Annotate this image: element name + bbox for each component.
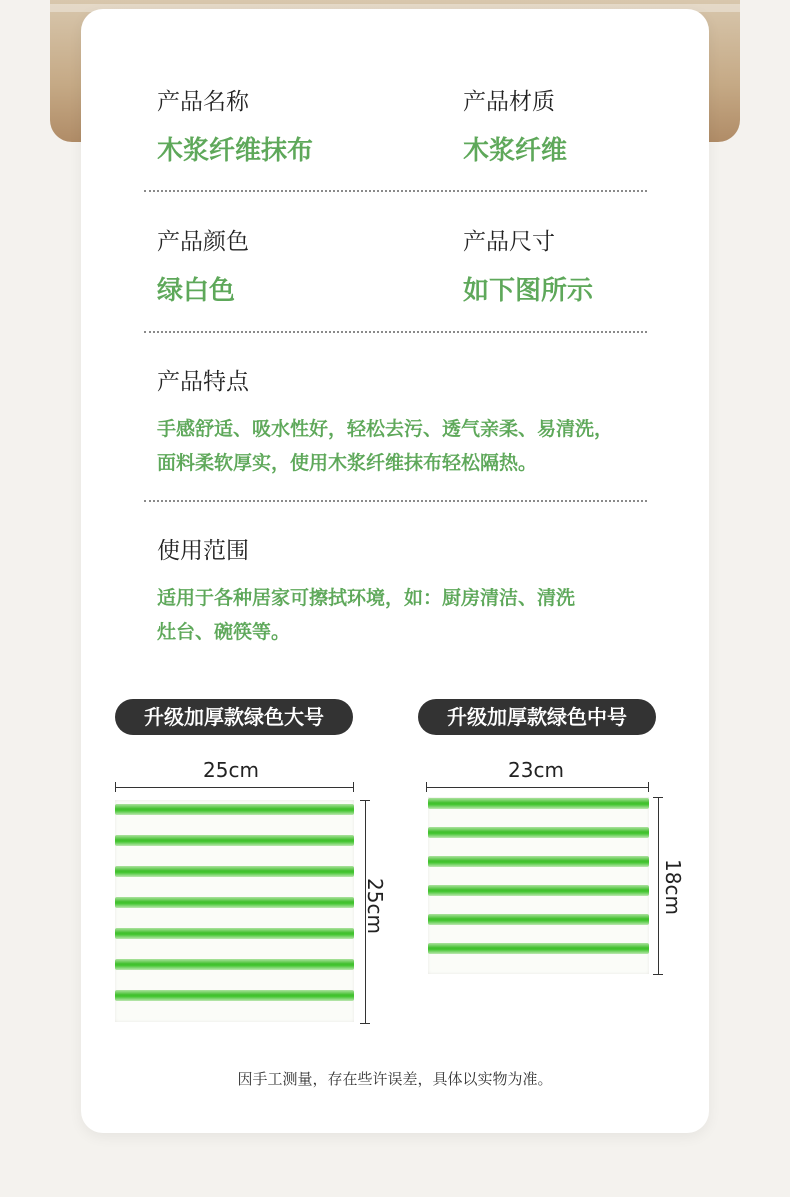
- towel-stripe: [115, 897, 354, 908]
- large-width-tick-right: [353, 782, 354, 792]
- medium-width-label: 23cm: [508, 758, 564, 782]
- towel-stripe: [115, 866, 354, 877]
- medium-width-tick-right: [648, 782, 649, 792]
- towel-stripe: [115, 959, 354, 970]
- product-size-label: 产品尺寸: [463, 229, 555, 255]
- usage-line-2: 灶台、碗筷等。: [157, 621, 291, 643]
- medium-height-tick-top: [653, 797, 663, 798]
- large-height-label: 25cm: [362, 878, 387, 934]
- product-material-label: 产品材质: [463, 89, 555, 115]
- usage-text: [157, 581, 657, 649]
- towel-stripe: [115, 990, 354, 1001]
- product-color-label: 产品颜色: [157, 229, 249, 255]
- product-name-label: 产品名称: [157, 89, 249, 115]
- product-name-value: 木浆纤维抹布: [157, 136, 314, 166]
- towel-stripe: [428, 798, 649, 809]
- towel-stripe: [115, 928, 354, 939]
- product-name-field: [157, 87, 313, 168]
- product-material-field: [463, 87, 567, 168]
- large-height-tick-top: [360, 800, 370, 801]
- features-line-2: 面料柔软厚实，使用木浆纤维抹布轻松隔热。: [157, 452, 538, 474]
- product-material-value: 木浆纤维: [463, 136, 568, 166]
- product-color-field: [157, 227, 249, 308]
- towel-stripe: [428, 943, 649, 954]
- variant-large-badge: 升级加厚款绿色大号: [115, 699, 353, 735]
- towel-stripe: [428, 827, 649, 838]
- large-width-line: [115, 787, 354, 788]
- medium-height-line: [658, 797, 659, 975]
- towel-stripe: [428, 914, 649, 925]
- usage-line-1: 适用于各种居家可擦拭环境，如：厨房清洁、清洗: [157, 587, 576, 609]
- divider: [144, 500, 647, 502]
- product-color-value: 绿白色: [157, 276, 236, 306]
- towel-stripe: [428, 885, 649, 896]
- features-text: [157, 412, 657, 480]
- usage-field: [157, 536, 249, 566]
- large-width-label: 25cm: [203, 758, 259, 782]
- product-size-value: 如下图所示: [463, 276, 594, 306]
- medium-height-label: 18cm: [660, 859, 685, 915]
- large-width-tick-left: [115, 782, 116, 792]
- medium-height-tick-bottom: [653, 974, 663, 975]
- divider: [144, 190, 647, 192]
- product-size-field: [463, 227, 593, 308]
- features-line-1: 手感舒适、吸水性好，轻松去污、透气亲柔、易清洗，: [157, 418, 614, 440]
- variant-medium-badge: 升级加厚款绿色中号: [418, 699, 656, 735]
- medium-width-tick-left: [426, 782, 427, 792]
- towel-stripe: [428, 856, 649, 867]
- large-height-tick-bottom: [360, 1023, 370, 1024]
- medium-towel-image: [428, 797, 649, 974]
- towel-stripe: [115, 804, 354, 815]
- towel-stripe: [115, 835, 354, 846]
- features-field: [157, 367, 249, 397]
- measurement-note: 因手工测量，存在些许误差，具体以实物为准。: [237, 1070, 553, 1088]
- large-towel-image: [115, 800, 354, 1022]
- medium-width-line: [426, 787, 649, 788]
- usage-label: 使用范围: [157, 538, 249, 564]
- features-label: 产品特点: [157, 369, 249, 395]
- divider: [144, 331, 647, 333]
